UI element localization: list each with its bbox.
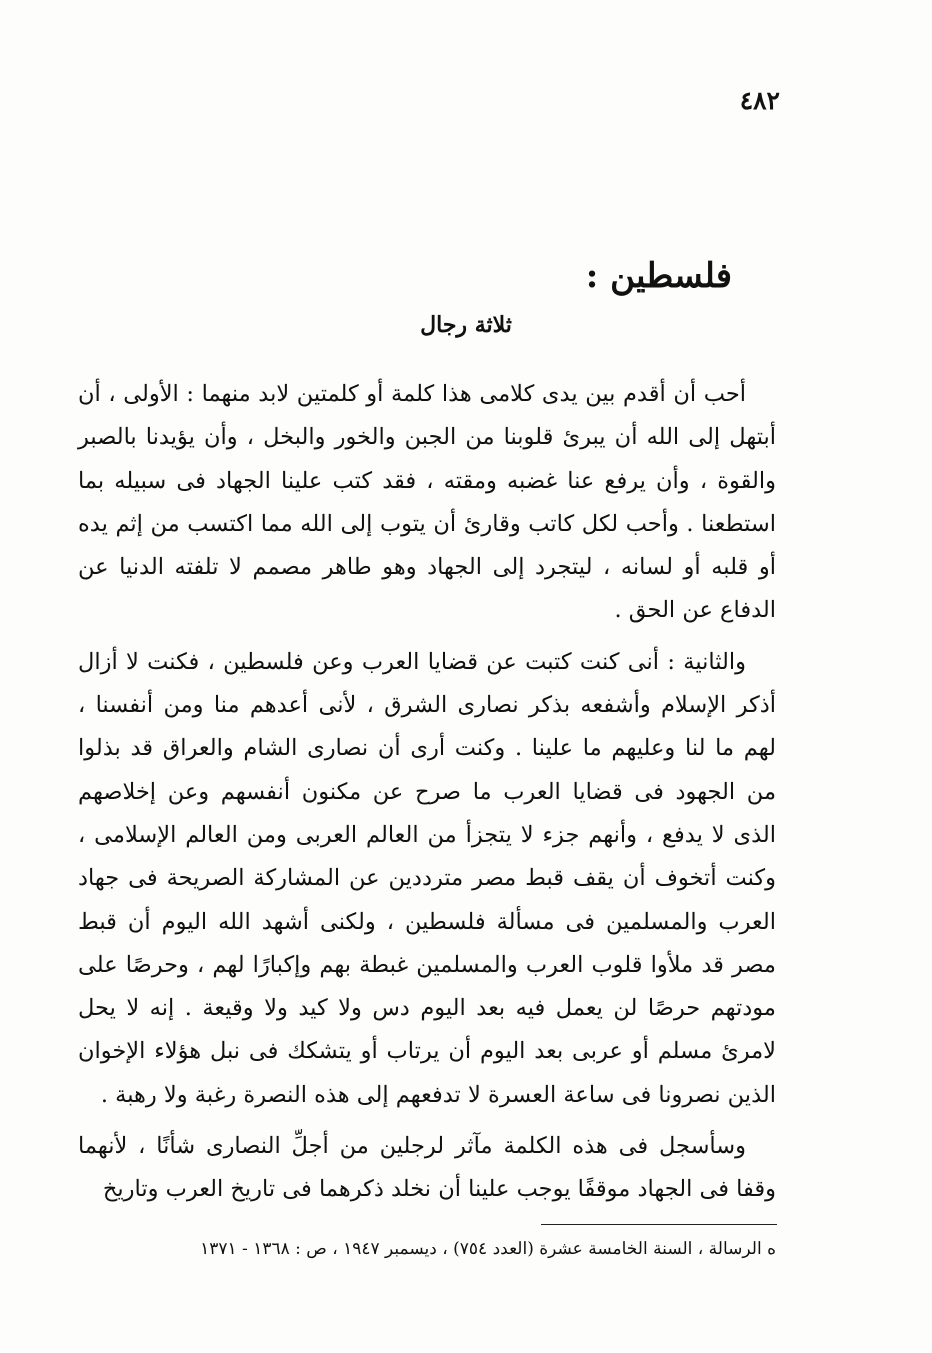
- footnote: ه الرسالة ، السنة الخامسة عشرة (العدد ٧٥٤) ، ديسمبر ١٩٤٧ ، ص : ١٣٦٨ - ١٣٧١: [200, 1239, 776, 1259]
- article-body: [78, 373, 776, 1220]
- footnote-divider: [541, 1224, 777, 1225]
- paragraph-1: أحب أن أقدم بين يدى كلامى هذا كلمة أو كلمتين لابد منهما : الأولى ، أن أبتهل إلى الله أن يبرئ قلوبنا من الجبن والخور والبخل ، وأن يؤيدنا بالصبر والقوة ، وأن يرفع عنا غضبه ومقته ، فقد كتب علينا الجهاد فى سبيله بما استطعنا . وأحب لكل كاتب وقارئ أن يتوب إلى الله مما اكتسب من إثم يده أو قلبه أو لسانه ، ليتجرد إلى الجهاد وهو طاهر مصمم لا تلفته الدنيا عن الدفاع عن الحق .: [78, 381, 776, 624]
- section-heading: فلسطين :: [585, 256, 732, 296]
- page-number: ٤٨٢: [739, 86, 780, 115]
- article-title: ثلاثة رجال: [420, 312, 512, 338]
- paragraph-3: وسأسجل فى هذه الكلمة مآثر لرجلين من أجلِّ النصارى شأنًا ، لأنهما وقفا فى الجهاد موقفًا يوجب علينا أن نخلد ذكرهما فى تاريخ العرب وتاريخ: [78, 1133, 776, 1203]
- paragraph-2: والثانية : أنى كنت كتبت عن قضايا العرب وعن فلسطين ، فكنت لا أزال أذكر الإسلام وأشفعه بذكر نصارى الشرق ، لأنى أعدهم منا ومن أنفسنا ، لهم ما لنا وعليهم ما علينا . وكنت أرى أن نصارى الشام والعراق قد بذلوا من الجهود فى قضايا العرب ما صرح عن مكنون أنفسهم وعن إخلاصهم الذى لا يدفع ، وأنهم جزء لا يتجزأ من العالم العربى ومن العالم الإسلامى ، وكنت أتخوف أن يقف قبط مصر مترددين عن المشاركة الصريحة فى جهاد العرب والمسلمين فى مسألة فلسطين ، ولكنى أشهد الله اليوم أن قبط مصر قد ملأوا قلوب العرب والمسلمين غبطة بهم وإكبارًا لهم ، وحرصًا على مودتهم حرصًا لن يعمل فيه بعد اليوم دس ولا كيد ولا وقيعة . إنه لا يحل لامرئ مسلم أو عربى بعد اليوم أن يرتاب أو يتشكك فى نبل هؤلاء الإخوان الذين نصرونا فى ساعة العسرة لا تدفعهم إلى هذه النصرة رغبة ولا رهبة .: [78, 648, 776, 1108]
